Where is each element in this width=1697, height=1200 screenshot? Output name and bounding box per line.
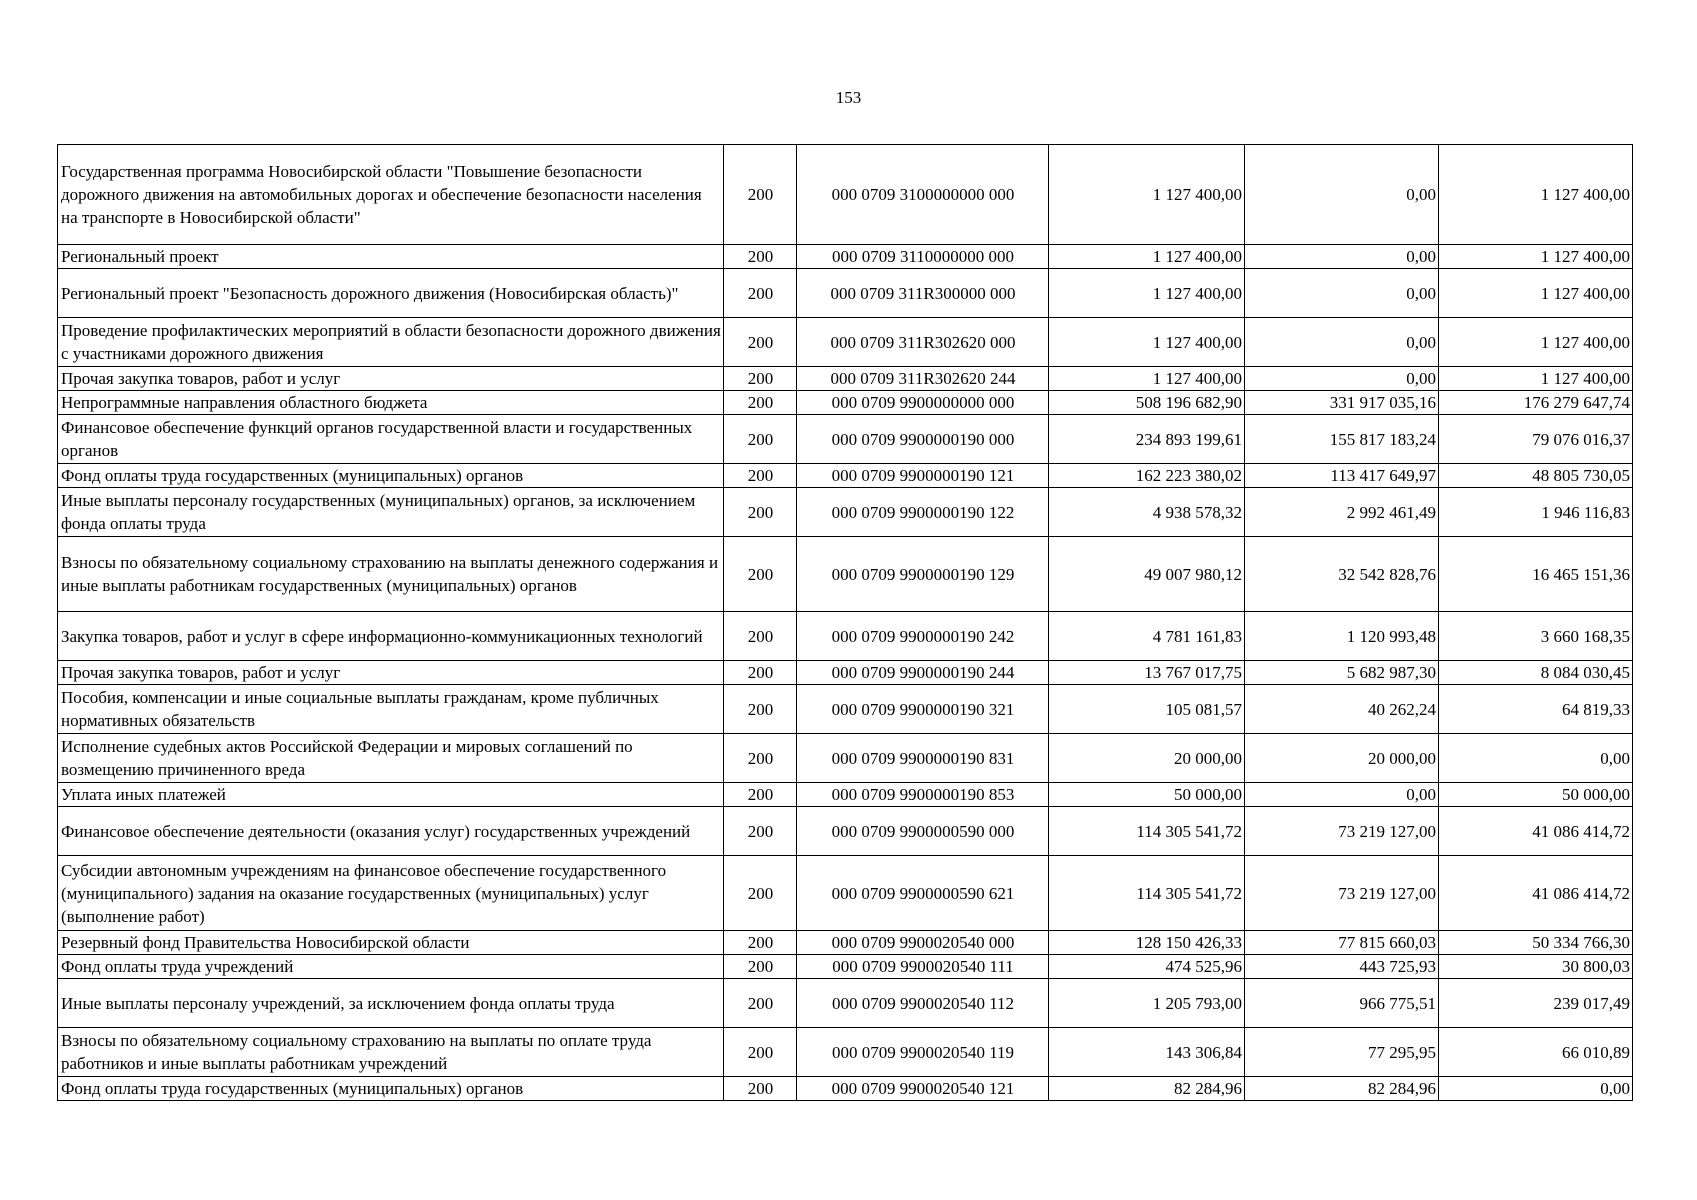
row-executed: 966 775,51 [1245,979,1439,1028]
table-row [58,245,1633,269]
row-approved: 50 000,00 [1049,783,1245,807]
row-remainder: 48 805 730,05 [1439,464,1633,488]
row-remainder: 79 076 016,37 [1439,415,1633,464]
row-approved: 1 127 400,00 [1049,145,1245,245]
row-remainder: 16 465 151,36 [1439,537,1633,612]
row-name: Субсидии автономным учреждениям на финансовое обеспечение государственного (муниципального) задания на оказание государственных (муниципальных) услуг (выполнение работ) [58,856,724,931]
row-remainder: 1 127 400,00 [1439,367,1633,391]
table-row [58,488,1633,537]
table-row [58,783,1633,807]
row-budget-code: 000 0709 9900020540 121 [797,1077,1049,1101]
row-executed: 82 284,96 [1245,1077,1439,1101]
row-approved: 13 767 017,75 [1049,661,1245,685]
row-executed: 0,00 [1245,318,1439,367]
row-admin-code: 200 [724,269,797,318]
row-admin-code: 200 [724,955,797,979]
table-row [58,391,1633,415]
row-remainder: 1 127 400,00 [1439,245,1633,269]
row-admin-code: 200 [724,391,797,415]
row-remainder: 50 000,00 [1439,783,1633,807]
row-approved: 1 127 400,00 [1049,245,1245,269]
table-row [58,1028,1633,1077]
row-remainder: 176 279 647,74 [1439,391,1633,415]
row-admin-code: 200 [724,661,797,685]
row-executed: 73 219 127,00 [1245,856,1439,931]
row-executed: 32 542 828,76 [1245,537,1439,612]
row-executed: 73 219 127,00 [1245,807,1439,856]
row-approved: 162 223 380,02 [1049,464,1245,488]
table-row [58,856,1633,931]
row-budget-code: 000 0709 9900000190 321 [797,685,1049,734]
row-admin-code: 200 [724,979,797,1028]
row-executed: 155 817 183,24 [1245,415,1439,464]
row-name: Проведение профилактических мероприятий в области безопасности дорожного движения с участниками дорожного движения [58,318,724,367]
row-budget-code: 000 0709 9900020540 119 [797,1028,1049,1077]
row-approved: 105 081,57 [1049,685,1245,734]
row-approved: 114 305 541,72 [1049,856,1245,931]
row-admin-code: 200 [724,1077,797,1101]
row-approved: 1 205 793,00 [1049,979,1245,1028]
row-admin-code: 200 [724,145,797,245]
row-executed: 443 725,93 [1245,955,1439,979]
row-name: Фонд оплаты труда государственных (муниципальных) органов [58,1077,724,1101]
table-row [58,807,1633,856]
page-number: 153 [835,88,862,107]
row-name: Региональный проект "Безопасность дорожного движения (Новосибирская область)" [58,269,724,318]
row-executed: 0,00 [1245,783,1439,807]
row-executed: 1 120 993,48 [1245,612,1439,661]
row-approved: 143 306,84 [1049,1028,1245,1077]
row-admin-code: 200 [724,488,797,537]
row-name: Финансовое обеспечение деятельности (оказания услуг) государственных учреждений [58,807,724,856]
row-admin-code: 200 [724,856,797,931]
row-name: Непрограммные направления областного бюджета [58,391,724,415]
row-approved: 1 127 400,00 [1049,269,1245,318]
row-remainder: 66 010,89 [1439,1028,1633,1077]
row-admin-code: 200 [724,734,797,783]
table-row [58,464,1633,488]
row-name: Иные выплаты персоналу учреждений, за исключением фонда оплаты труда [58,979,724,1028]
row-approved: 508 196 682,90 [1049,391,1245,415]
row-budget-code: 000 0709 9900020540 112 [797,979,1049,1028]
table-row [58,537,1633,612]
table-row [58,734,1633,783]
row-name: Фонд оплаты труда государственных (муниципальных) органов [58,464,724,488]
row-name: Взносы по обязательному социальному страхованию на выплаты денежного содержания и иные выплаты работникам государственных (муниципальных) органов [58,537,724,612]
row-remainder: 0,00 [1439,1077,1633,1101]
row-executed: 0,00 [1245,367,1439,391]
row-admin-code: 200 [724,415,797,464]
row-remainder: 3 660 168,35 [1439,612,1633,661]
row-admin-code: 200 [724,464,797,488]
row-executed: 0,00 [1245,269,1439,318]
row-budget-code: 000 0709 9900000190 831 [797,734,1049,783]
row-approved: 1 127 400,00 [1049,318,1245,367]
row-executed: 40 262,24 [1245,685,1439,734]
row-remainder: 41 086 414,72 [1439,856,1633,931]
table-row [58,979,1633,1028]
row-admin-code: 200 [724,537,797,612]
row-admin-code: 200 [724,318,797,367]
row-executed: 0,00 [1245,245,1439,269]
row-budget-code: 000 0709 3100000000 000 [797,145,1049,245]
row-budget-code: 000 0709 3110000000 000 [797,245,1049,269]
table-row [58,931,1633,955]
table-row [58,612,1633,661]
row-budget-code: 000 0709 9900020540 111 [797,955,1049,979]
row-executed: 331 917 035,16 [1245,391,1439,415]
row-name: Уплата иных платежей [58,783,724,807]
row-approved: 20 000,00 [1049,734,1245,783]
row-name: Фонд оплаты труда учреждений [58,955,724,979]
row-remainder: 50 334 766,30 [1439,931,1633,955]
row-name: Резервный фонд Правительства Новосибирской области [58,931,724,955]
row-budget-code: 000 0709 9900020540 000 [797,931,1049,955]
row-budget-code: 000 0709 311R302620 000 [797,318,1049,367]
row-executed: 20 000,00 [1245,734,1439,783]
row-admin-code: 200 [724,245,797,269]
row-remainder: 64 819,33 [1439,685,1633,734]
row-approved: 234 893 199,61 [1049,415,1245,464]
row-approved: 1 127 400,00 [1049,367,1245,391]
budget-execution-table [57,144,1633,1101]
row-remainder: 1 127 400,00 [1439,318,1633,367]
row-budget-code: 000 0709 9900000190 122 [797,488,1049,537]
row-name: Иные выплаты персоналу государственных (муниципальных) органов, за исключением фонда оплаты труда [58,488,724,537]
row-admin-code: 200 [724,931,797,955]
table-row [58,685,1633,734]
row-remainder: 8 084 030,45 [1439,661,1633,685]
row-name: Государственная программа Новосибирской области "Повышение безопасности дорожного движения на автомобильных дорогах и обеспечение безопасности населения на транспорте в Новосибирской области" [58,145,724,245]
row-name: Прочая закупка товаров, работ и услуг [58,367,724,391]
row-admin-code: 200 [724,783,797,807]
table-row [58,367,1633,391]
row-admin-code: 200 [724,807,797,856]
row-budget-code: 000 0709 9900000190 129 [797,537,1049,612]
table-row [58,1077,1633,1101]
table-row [58,145,1633,245]
row-executed: 113 417 649,97 [1245,464,1439,488]
row-budget-code: 000 0709 9900000190 242 [797,612,1049,661]
row-remainder: 41 086 414,72 [1439,807,1633,856]
table-row [58,661,1633,685]
row-admin-code: 200 [724,1028,797,1077]
row-name: Финансовое обеспечение функций органов государственной власти и государственных органов [58,415,724,464]
row-budget-code: 000 0709 9900000190 121 [797,464,1049,488]
row-executed: 5 682 987,30 [1245,661,1439,685]
row-remainder: 1 127 400,00 [1439,269,1633,318]
row-executed: 77 815 660,03 [1245,931,1439,955]
row-remainder: 1 946 116,83 [1439,488,1633,537]
row-approved: 4 781 161,83 [1049,612,1245,661]
row-name: Закупка товаров, работ и услуг в сфере информационно-коммуникационных технологий [58,612,724,661]
row-budget-code: 000 0709 311R300000 000 [797,269,1049,318]
row-executed: 2 992 461,49 [1245,488,1439,537]
row-budget-code: 000 0709 311R302620 244 [797,367,1049,391]
row-name: Региональный проект [58,245,724,269]
row-budget-code: 000 0709 9900000590 000 [797,807,1049,856]
row-executed: 77 295,95 [1245,1028,1439,1077]
row-budget-code: 000 0709 9900000190 244 [797,661,1049,685]
table-row [58,269,1633,318]
row-approved: 114 305 541,72 [1049,807,1245,856]
row-budget-code: 000 0709 9900000000 000 [797,391,1049,415]
row-remainder: 1 127 400,00 [1439,145,1633,245]
row-budget-code: 000 0709 9900000590 621 [797,856,1049,931]
table-row [58,955,1633,979]
row-remainder: 239 017,49 [1439,979,1633,1028]
row-name: Пособия, компенсации и иные социальные выплаты гражданам, кроме публичных нормативных обязательств [58,685,724,734]
table-row [58,415,1633,464]
row-approved: 474 525,96 [1049,955,1245,979]
row-executed: 0,00 [1245,145,1439,245]
row-remainder: 30 800,03 [1439,955,1633,979]
row-budget-code: 000 0709 9900000190 853 [797,783,1049,807]
row-approved: 49 007 980,12 [1049,537,1245,612]
row-name: Исполнение судебных актов Российской Федерации и мировых соглашений по возмещению причиненного вреда [58,734,724,783]
row-approved: 4 938 578,32 [1049,488,1245,537]
row-budget-code: 000 0709 9900000190 000 [797,415,1049,464]
row-name: Прочая закупка товаров, работ и услуг [58,661,724,685]
row-approved: 82 284,96 [1049,1077,1245,1101]
row-admin-code: 200 [724,612,797,661]
row-admin-code: 200 [724,685,797,734]
row-approved: 128 150 426,33 [1049,931,1245,955]
table-row [58,318,1633,367]
row-admin-code: 200 [724,367,797,391]
row-name: Взносы по обязательному социальному страхованию на выплаты по оплате труда работников и иные выплаты работникам учреждений [58,1028,724,1077]
row-remainder: 0,00 [1439,734,1633,783]
